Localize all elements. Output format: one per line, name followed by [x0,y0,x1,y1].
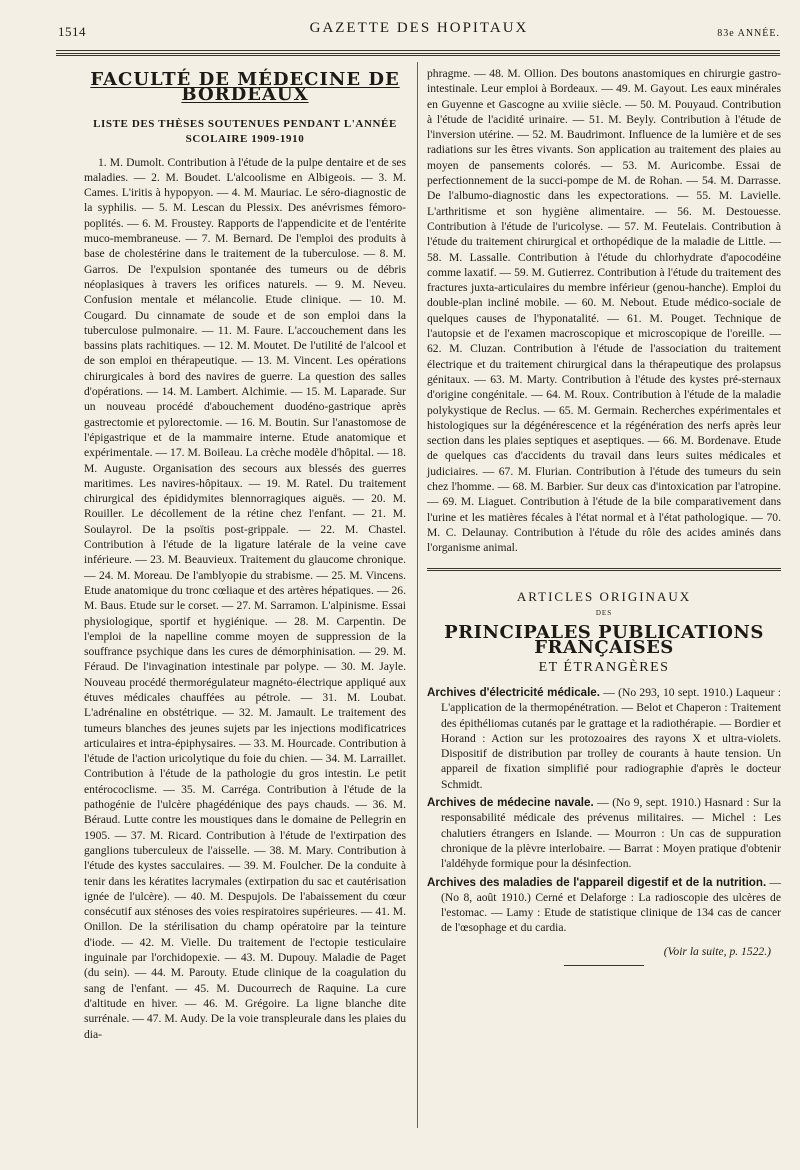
articles-kicker: ARTICLES ORIGINAUX [516,588,692,604]
journal-title: GAZETTE DES HOPITAUX [309,20,529,36]
thesis-list-heading: LISTE DES THÈSES SOUTENUES PENDANT L'ANNÉE SCOLAIRE 1909-1910 [93,117,397,145]
end-rule [564,965,644,966]
reference-entry [427,875,781,936]
articles-des: DES [595,608,613,617]
left-column [84,66,406,1042]
reference-text: — (No 8, août 1910.) Cerné et Delaforge : La radioscopie des ulcères de l'estomac. — Lamy : Etude de statistique clinique de 134 cas de cancer de l'œsophage et du cardia. [441,875,781,935]
header-rule [56,50,780,51]
thesis-list-part-2: phragme. — 48. M. Ollion. Des boutons anastomiques en chirurgie gastro-intestinale. Leur emploi à Bordeaux. — 49. M. Gayout. Les eaux minérales en Guyenne et Gascogne au xviiie siècle. — 50. M. Pouyaud. Contribution à l'étude de l'acidité urinaire. — 51. M. Beyly. Contribution à l'étude de l'inversion utérine. — 52. M. Baudrimont. Influence de la lumière et de ses radiations sur les êtres vivants. Son application au traitement des plaies au moyen de pansements colorés. — 53. M. Auricombe. Essai de perfectionnement de la succi-pompe de M. de Rohan. — 54. M. Darrasse. De l'albumo-diagnostic dans les expectorations. — 55. M. Lavielle. L'arthritisme et son hygiène alimentaire. — 56. M. Destouesse. Contribution à l'étude de l'uricolyse. — 57. M. Feutelais. Contribution à l'étude du traitement chirurgical et orthopédique de la maladie de Little. — 58. M. Lassalle. Contribution à l'étude du chlorhydrate d'apocodéine comme laxatif. — 59. M. Gutierrez. Contribution à l'étude du traitement des fractures juxta-articulaires du membre inférieur (genou-hanche). Emploi du double-plan incliné mobile. — 60. M. Nebout. Etude médico-sociale de quelques causes de l'hyponatalité. — 61. M. Pouget. Technique de l'autopsie et de l'examen macroscopique et microscopique de l'oreille. — 62. M. Cluzan. Contribution à l'étude de l'association du traitement électrique et du traitement chirurgical dans la thérapeutique des prolapsus génitaux. — 63. M. Marty. Contribution à l'étude des kystes pré-sternaux d'origine congénitale. — 64. M. Roux. Contribution à l'étude de la maladie polykystique de Reclus. — 65. M. Germain. Recherches expérimentales et histologiques sur la dégénérescence et la régénération des nerfs après leur section dans les plaies septiques et aseptiques. — 66. M. Bordenave. Etude de quelques cas d'accidents du travail dans leurs suites médicales et judiciaires. — 67. M. Flurian. Contribution à l'étude des tumeurs du sein chez l'homme. — 68. M. Barbier. Sur deux cas d'intoxication par l'atropine. — 69. M. Liaguet. Contribution à l'étude de la bile comparativement dans l'urine et les matières fécales à l'état normal et à l'état pathologique. — 70. M. C. Delaunay. Contribution à l'étude du rôle des acides aminés dans l'organisme animal. [427,67,781,555]
year-label: 83e ANNÉE. [717,28,780,39]
reference-entry [427,795,781,871]
reference-journal: Archives d'électricité médicale. [427,685,600,699]
right-column [427,66,781,966]
thesis-list-part-1: 1. M. Dumolt. Contribution à l'étude de la pulpe dentaire et de ses maladies. — 2. M. Boudet. L'alcoolisme en Albigeois. — 3. M. Cames. L'iritis à hypopyon. — 4. M. Mauriac. Le séro-diagnostic de la syphilis. — 5. M. Lescan du Plessix. Des anévrismes fémoro-poplités. — 6. M. Froustey. Rapports de l'appendicite et de l'entérite muco-membraneuse. — 7. M. Bernard. De l'emploi des produits à base de cholestérine dans le traitement de la tuberculose. — 8. M. Garros. De l'expulsion spontanée des tumeurs ou de débris néoplasiques à travers les orifices naturels. — 9. M. Neveu. Confusion mentale et mélancolie. Etude clinique. — 10. M. Cougard. Du cinnamate de soude et de son emploi dans la tuberculose pulmonaire. — 11. M. Faure. L'accouchement dans les bassins plats rachitiques. — 12. M. Moutet. De l'utilité de l'alcool et de son emploi en thérapeutique. — 13. M. Vincent. Les opérations chirurgicales à bord des navires de guerre. La question des salles d'opérations. — 14. M. Lambert. Alchimie. — 15. M. Laparade. Sur un nouveau procédé d'abouchement duodéno-gastrique après gastrectomie et pylorectomie. — 16. M. Boutin. Sur l'anastomose de l'épigastrique et de la mammaire interne. Etude anatomique et expérimentale. — 17. M. Boileau. La crèche modèle d'hôpital. — 18. M. Auguste. Organisation des secours aux blessés des guerres maritimes. Les navires-hôpitaux. — 19. M. Ratel. Du traitement chirurgical des épididymites blennorragiques aiguës. — 20. M. Rouiller. Le décollement de la rétine chez l'enfant. — 21. M. Soulayrol. De la psoïtis post-grippale. — 22. M. Chastel. Contribution à l'étude de la ligature latérale de la veine cave inférieure. — 23. M. Beauvieux. Traitement du glaucome chronique. — 24. M. Moreau. De l'amblyopie du strabisme. — 25. M. Vincens. Etude anatomique du tronc cœliaque et des artères hépatiques. — 26. M. Baus. Etude sur le corset. — 27. M. Sarramon. L'alpinisme. Essai physiologique, sportif et hygiénique. — 28. M. Carpentin. De l'emploi de la napelline comme moyen de suppression de la souffrance psychique dans les cures de démorphinisation. — 29. M. Féraud. De l'invagination intestinale par polype. — 30. M. Jayle. Nouveau procédé thermorégulateur magnéto-électrique appliqué aux étuves médicales chauffées au pétrole. — 31. M. Loubat. L'adrénaline en obstétrique. — 32. M. Jamault. Le traitement des tumeurs blanches des jeunes sujets par les injections modificatrices articulaires et intra-épiphysaires. — 33. M. Hourcade. Contribution à l'étude de l'action uricolytique du foie du chien. — 34. M. Larraillet. Contribution à l'étude de la pathologie du gros intestin. Le petit entérococlisme. — 35. M. Carréga. Contribution à l'étude de la pathogénie de l'ulcère phagédénique des pays chauds. — 36. M. Béraud. Lutte contre les moustiques dans le domaine de Pellegrin en 1905. — 37. M. Ricard. Contribution à l'étude de l'extirpation des ganglions tuberculeux de l'aisselle. — 38. M. Mary. Contribution à l'étude des kystes sacculaires. — 39. M. Foulcher. De la conduite à tenir dans les kératites lacrymales (extirpation du sac et cautérisation ignée de l'ulcère). — 40. M. Despujols. De l'abaissement du cœur consécutif aux sténoses des voies respiratoires supérieures. — 41. M. Onillon. De la stérilisation du champ opératoire par la teinture d'iode. — 42. M. Vielle. Du traitement de l'ectopie testiculaire inguinale par l'orchidopexie. — 43. M. Dupouy. Maladie de Paget (du sein). — 44. M. Parouty. Etude clinique de la coagulation du sang de l'enfant. — 45. M. Ducourrech de Raquine. La cure d'altitude en hiver. — 46. M. Grégoire. La ligne blanche dite surrénale. — 47. M. Audy. De la voie transpleurale dans les plaies du dia- [84,155,406,1041]
reference-text: — (No 9, sept. 1910.) Hasnard : Sur la responsabilité médicale des prévenus militaires. — Michel : Les chalutiers étrangers en Islande. — Mourron : Un cas de suppuration chronique de la plèvre interlobaire. — Barrat : Moyen pratique d'obtenir l'aldéhyde formique pour la désinfection. [441,796,781,871]
continued-note: (Voir la suite, p. 1522.) [663,944,771,958]
faculty-title: FACULTÉ DE MÉDECINE DE BORDEAUX [90,69,400,106]
header-double-rule [56,53,780,56]
page-number: 1514 [58,24,86,39]
articles-subtitle: ET ÉTRANGÈRES [538,659,670,675]
articles-section [427,589,781,967]
reference-journal: Archives de médecine navale. [427,796,594,810]
section-separator [427,568,781,571]
reference-entry [427,685,781,792]
reference-text: — (No 293, 10 sept. 1910.) Laqueur : L'application de la thermopénétration. — Belot et Chaperon : Traitement des épithéliomas cutanés par le grattage et la radiothérapie. — Bordier et Horand : Action sur les protozoaires des rayons X et ultra-violets. Dispositif de distribution par trolley de courants à haute tension. Un appareil de fixation simplifié pour radiographie d'après le docteur Schmidt. [441,685,781,791]
running-header [58,16,780,44]
column-divider [417,62,418,1128]
articles-main-title: PRINCIPALES PUBLICATIONS FRANÇAISES [444,622,764,659]
reference-journal: Archives des maladies de l'appareil digestif et de la nutrition. [427,875,767,889]
